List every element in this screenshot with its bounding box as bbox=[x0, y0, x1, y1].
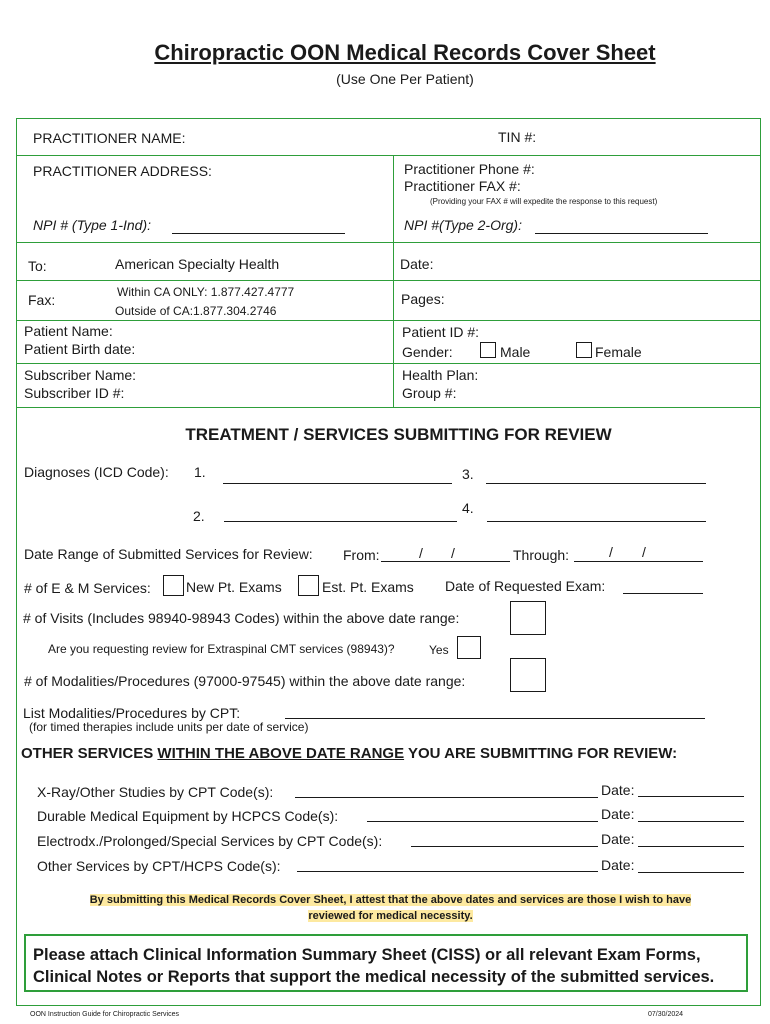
other-cpt-field[interactable] bbox=[297, 871, 598, 872]
modalities-label: # of Modalities/Procedures (97000-97545) within the above date range: bbox=[24, 673, 466, 689]
dx-number-3: 3. bbox=[462, 466, 474, 482]
patient-birth-label: Patient Birth date: bbox=[24, 341, 136, 357]
other-service-date-label: Date: bbox=[601, 857, 635, 873]
male-label: Male bbox=[500, 344, 531, 360]
other-service-date-label: Date: bbox=[601, 806, 635, 822]
npi-type1-field[interactable] bbox=[172, 233, 345, 234]
treatment-section-title: TREATMENT / SERVICES SUBMITTING FOR REVIEW bbox=[185, 425, 612, 444]
visits-label: # of Visits (Includes 98940-98943 Codes) within the above date range: bbox=[23, 610, 460, 626]
other-service-label: Electrodx./Prolonged/Special Services by CPT Code(s): bbox=[37, 833, 383, 849]
through-label: Through: bbox=[513, 547, 570, 563]
other-service-date-label: Date: bbox=[601, 782, 635, 798]
extraspinal-question: Are you requesting review for Extraspinal CMT services (98943)? bbox=[48, 642, 395, 656]
female-label: Female bbox=[595, 344, 642, 360]
extraspinal-yes-label: Yes bbox=[429, 643, 449, 657]
practitioner-name-label: PRACTITIONER NAME: bbox=[33, 130, 186, 146]
requested-exam-date-field[interactable] bbox=[623, 593, 703, 594]
em-services-label: # of E & M Services: bbox=[24, 580, 151, 596]
electrodx-cpt-field[interactable] bbox=[411, 846, 598, 847]
dme-date-field[interactable] bbox=[638, 821, 744, 822]
other-date-field[interactable] bbox=[638, 872, 744, 873]
health-plan-label: Health Plan: bbox=[402, 367, 479, 383]
other-service-label: Other Services by CPT/HCPS Code(s): bbox=[37, 858, 281, 874]
xray-date-field[interactable] bbox=[638, 796, 744, 797]
page-title: Chiropractic OON Medical Records Cover Sheet bbox=[154, 40, 656, 65]
column-divider bbox=[393, 155, 394, 407]
fax-number-ca: Within CA ONLY: 1.877.427.4777 bbox=[117, 285, 295, 299]
dx-number-4: 4. bbox=[462, 500, 474, 516]
other-service-label: X-Ray/Other Studies by CPT Code(s): bbox=[37, 784, 274, 800]
practitioner-fax-label: Practitioner FAX #: bbox=[404, 178, 521, 194]
male-checkbox[interactable] bbox=[480, 342, 496, 358]
female-checkbox[interactable] bbox=[576, 342, 592, 358]
requested-exam-label: Date of Requested Exam: bbox=[445, 578, 606, 594]
practitioner-address-label: PRACTITIONER ADDRESS: bbox=[33, 163, 212, 179]
dme-hcpcs-field[interactable] bbox=[367, 821, 598, 822]
footer-guide-title: OON Instruction Guide for Chiropractic Services bbox=[30, 1011, 179, 1018]
patient-id-label: Patient ID #: bbox=[402, 324, 480, 340]
tin-label: TIN #: bbox=[498, 129, 537, 145]
modalities-count-box[interactable] bbox=[510, 658, 546, 692]
gender-label: Gender: bbox=[402, 344, 453, 360]
timed-therapies-note: (for timed therapies include units per date of service) bbox=[29, 720, 309, 734]
row-divider bbox=[16, 363, 761, 364]
diagnoses-label: Diagnoses (ICD Code): bbox=[24, 464, 169, 480]
fax-number-outside-ca: Outside of CA:1.877.304.2746 bbox=[115, 304, 277, 318]
other-service-date-label: Date: bbox=[601, 831, 635, 847]
patient-name-label: Patient Name: bbox=[24, 323, 113, 339]
attach-notice-box bbox=[24, 934, 748, 992]
to-value: American Specialty Health bbox=[115, 256, 280, 272]
row-divider bbox=[16, 280, 761, 281]
row-divider bbox=[16, 242, 761, 243]
date-label: Date: bbox=[400, 256, 434, 272]
est-pt-exams-label: Est. Pt. Exams bbox=[322, 579, 414, 595]
extraspinal-yes-checkbox[interactable] bbox=[457, 636, 481, 659]
other-services-title: OTHER SERVICES WITHIN THE ABOVE DATE RANGE YOU ARE SUBMITTING FOR REVIEW: bbox=[21, 745, 678, 762]
list-modalities-label: List Modalities/Procedures by CPT: bbox=[23, 705, 241, 721]
from-slash-1: / bbox=[419, 545, 423, 561]
attach-notice-text: Please attach Clinical Information Summary Sheet (CISS) or all relevant Exam Forms, Clinical Notes or Reports that support the medical necessity of the submitted services. bbox=[33, 946, 715, 986]
new-pt-exams-box[interactable] bbox=[163, 575, 184, 596]
from-slash-2: / bbox=[451, 545, 455, 561]
list-modalities-field[interactable] bbox=[285, 718, 705, 719]
dx-1-field[interactable] bbox=[223, 483, 452, 484]
dx-3-field[interactable] bbox=[486, 483, 706, 484]
visits-count-box[interactable] bbox=[510, 601, 546, 635]
dx-2-field[interactable] bbox=[224, 521, 457, 522]
through-slash-1: / bbox=[609, 544, 613, 560]
practitioner-phone-label: Practitioner Phone #: bbox=[404, 161, 535, 177]
pages-label: Pages: bbox=[401, 291, 445, 307]
row-divider bbox=[16, 320, 761, 321]
fax-note: (Providing your FAX # will expedite the response to this request) bbox=[430, 197, 658, 206]
npi-type1-label: NPI # (Type 1-Ind): bbox=[33, 217, 152, 233]
row-divider bbox=[16, 155, 761, 156]
from-label: From: bbox=[343, 547, 380, 563]
npi-type2-label: NPI #(Type 2-Org): bbox=[404, 217, 522, 233]
npi-type2-field[interactable] bbox=[535, 233, 708, 234]
page-subtitle: (Use One Per Patient) bbox=[336, 71, 474, 87]
date-range-label: Date Range of Submitted Services for Review: bbox=[24, 546, 313, 562]
electrodx-date-field[interactable] bbox=[638, 846, 744, 847]
row-divider bbox=[16, 407, 761, 408]
dx-4-field[interactable] bbox=[487, 521, 706, 522]
attestation-text: By submitting this Medical Records Cover Sheet, I attest that the above dates and services are those I wish to have reviewed for medical necessity. bbox=[89, 894, 692, 922]
subscriber-id-label: Subscriber ID #: bbox=[24, 385, 125, 401]
footer-date: 07/30/2024 bbox=[648, 1011, 684, 1018]
dx-number-2: 2. bbox=[193, 508, 205, 524]
to-label: To: bbox=[28, 258, 47, 274]
other-service-label: Durable Medical Equipment by HCPCS Code(s): bbox=[37, 808, 339, 824]
through-slash-2: / bbox=[642, 544, 646, 560]
from-date-field[interactable] bbox=[381, 561, 510, 562]
group-label: Group #: bbox=[402, 385, 457, 401]
subscriber-name-label: Subscriber Name: bbox=[24, 367, 137, 383]
est-pt-exams-box[interactable] bbox=[298, 575, 319, 596]
xray-cpt-field[interactable] bbox=[295, 797, 598, 798]
through-date-field[interactable] bbox=[574, 561, 703, 562]
new-pt-exams-label: New Pt. Exams bbox=[186, 579, 282, 595]
fax-label: Fax: bbox=[28, 292, 56, 308]
dx-number-1: 1. bbox=[194, 464, 206, 480]
